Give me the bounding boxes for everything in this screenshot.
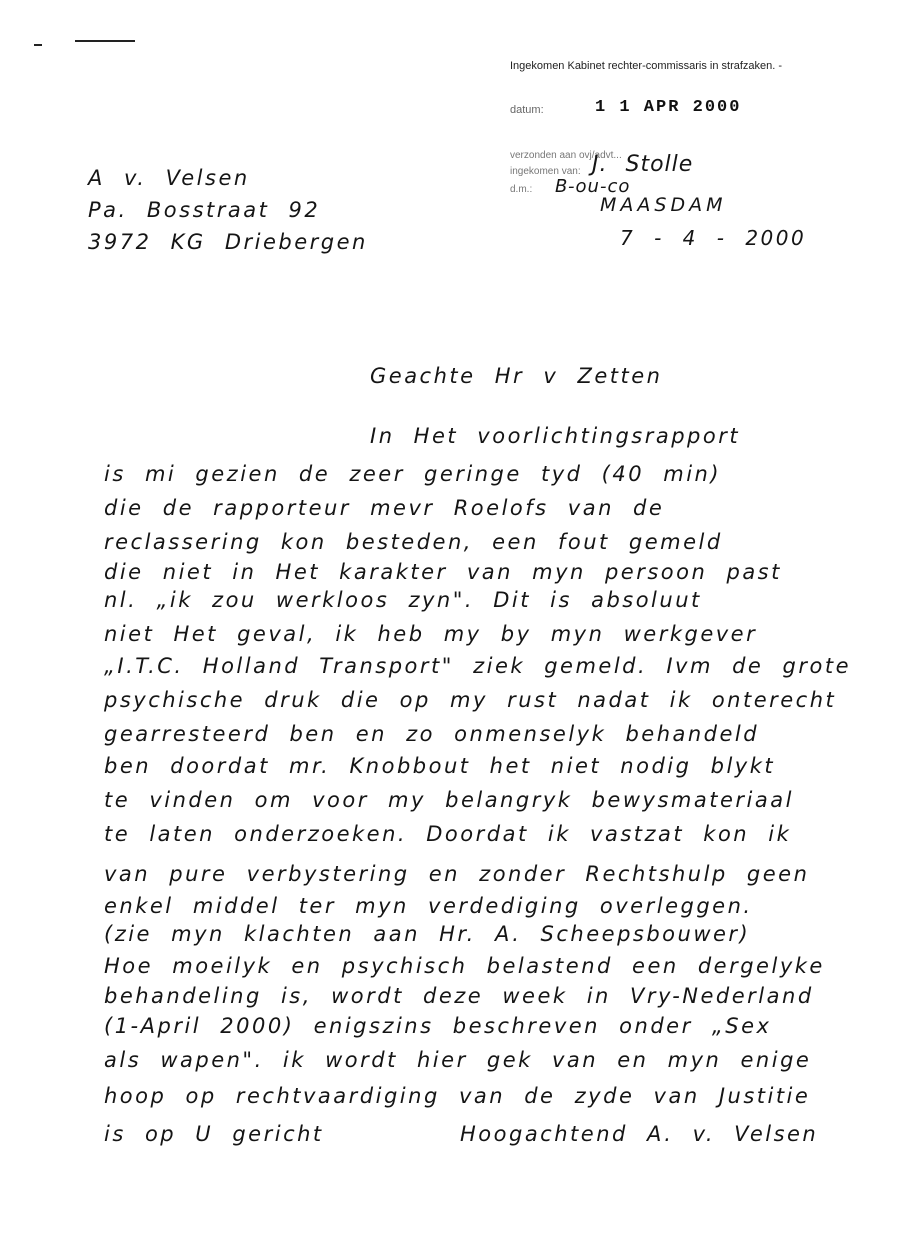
sender-city: 3972 KG Driebergen [88, 230, 368, 254]
body-line: niet Het geval, ik heb my by myn werkgever [104, 622, 758, 646]
handwritten-org: B-ou-co [555, 176, 631, 197]
body-line: als wapen". ik wordt hier gek van en myn enige [104, 1048, 812, 1072]
body-line: hoop op rechtvaardiging van de zyde van Justitie [104, 1084, 811, 1108]
handwritten-place: MAASDAM [600, 194, 727, 216]
body-line: te vinden om voor my belangryk bewysmateriaal [104, 788, 794, 812]
sender-street: Pa. Bosstraat 92 [88, 198, 321, 222]
scan-mark [34, 44, 42, 46]
sender-name: A v. Velsen [88, 166, 250, 190]
stamp-header: Ingekomen Kabinet rechter-commissaris in strafzaken. - [510, 60, 783, 72]
body-line: is op U gericht [104, 1122, 324, 1146]
body-line: Hoe moeilyk en psychisch belastend een dergelyke [104, 954, 825, 978]
handwritten-name: J. Stolle [592, 152, 694, 177]
handwritten-date: 7 - 4 - 2000 [620, 226, 807, 250]
body-line: In Het voorlichtingsrapport [370, 424, 741, 448]
stamp-line-2: ingekomen van: [510, 166, 581, 177]
body-line: enkel middel ter myn verdediging overleggen. [104, 894, 753, 918]
closing-signature: Hoogachtend A. v. Velsen [460, 1122, 819, 1146]
body-line: van pure verbystering en zonder Rechtshulp geen [104, 862, 810, 886]
body-line: ben doordat mr. Knobbout het niet nodig blykt [104, 754, 776, 778]
body-line: te laten onderzoeken. Doordat ik vastzat kon ik [104, 822, 792, 846]
body-line: gearresteerd ben en zo onmenselyk behandeld [104, 722, 760, 746]
body-line: die de rapporteur mevr Roelofs van de [104, 496, 665, 520]
body-line: nl. „ik zou werkloos zyn". Dit is absoluut [104, 588, 702, 612]
stamp-line-3: d.m.: [510, 184, 533, 195]
body-line: is mi gezien de zeer geringe tyd (40 min) [104, 462, 722, 486]
stamp-datum-label: datum: [510, 104, 544, 116]
body-line: psychische druk die op my rust nadat ik onterecht [104, 688, 837, 712]
body-line: (zie myn klachten aan Hr. A. Scheepsbouwer) [104, 922, 751, 946]
body-line: die niet in Het karakter van myn persoon past [104, 560, 782, 584]
stamp-date: 1 1 APR 2000 [595, 98, 742, 117]
stamp-line-1: verzonden aan ovj/advt... [510, 150, 622, 161]
body-line: behandeling is, wordt deze week in Vry-Nederland [104, 984, 814, 1008]
greeting: Geachte Hr v Zetten [370, 364, 663, 388]
body-line: (1-April 2000) enigszins beschreven onder „Sex [104, 1014, 772, 1038]
body-line: reclassering kon besteden, een fout gemeld [104, 530, 723, 554]
scan-mark [75, 40, 135, 42]
body-line: „I.T.C. Holland Transport" ziek gemeld. Ivm de grote [104, 654, 851, 678]
